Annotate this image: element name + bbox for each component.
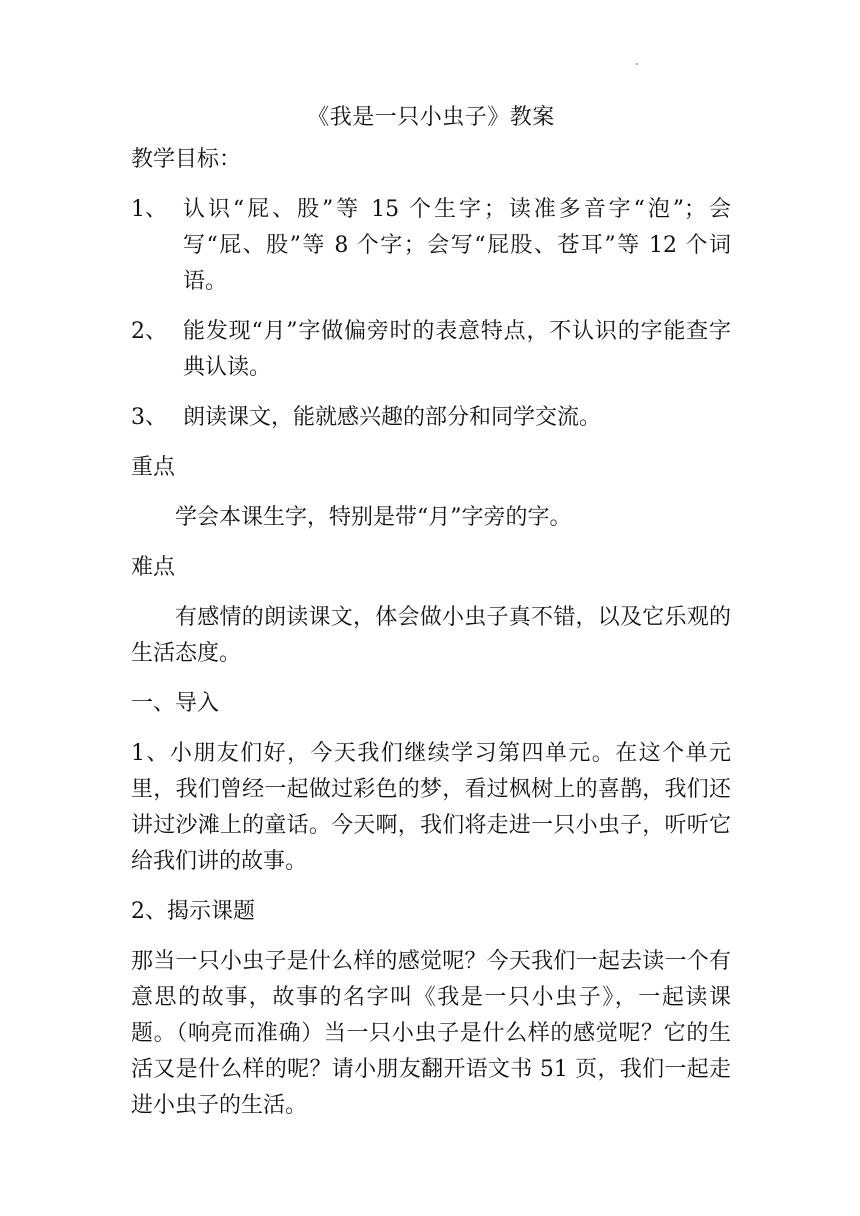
document-body	[131, 100, 731, 1124]
difficulty-text: 有感情的朗读课文，体会做小虫子真不错，以及它乐观的生活态度。	[131, 605, 731, 666]
objective-text: 朗读课文，能就感兴趣的部分和同学交流。	[183, 405, 602, 430]
objective-text: 能发现“月”字做偏旁时的表意特点，不认识的字能查字典认读。	[183, 319, 731, 380]
page-speck	[636, 63, 638, 65]
objective-item	[131, 192, 731, 300]
section-intro-paragraph: 1、小朋友们好，今天我们继续学习第四单元。在这个单元里，我们曾经一起做过彩色的梦，看过枫树上的喜鹊，我们还讲过沙滩上的童话。今天啊，我们将走进一只小虫子，听听它给我们讲的故事。	[131, 741, 731, 874]
difficulty-heading: 难点	[131, 555, 176, 580]
objective-text: 认识“屁、股”等 15 个生字；读准多音字“泡”；会写“屁、股”等 8 个字；会写“屁股、苍耳”等 12 个词语。	[183, 197, 731, 294]
document-title: 《我是一只小虫子》教案	[307, 105, 555, 130]
objective-item	[131, 400, 731, 436]
objective-item	[131, 314, 731, 386]
objective-number: 1、	[131, 197, 167, 222]
objective-number: 3、	[131, 405, 167, 430]
section-intro-heading: 一、导入	[131, 691, 220, 716]
objectives-list	[131, 192, 731, 436]
objective-number: 2、	[131, 319, 167, 344]
section-topic-paragraph: 那当一只小虫子是什么样的感觉呢？今天我们一起去读一个有意思的故事，故事的名字叫《我是一只小虫子》，一起读课题。（响亮而准确）当一只小虫子是什么样的感觉呢？它的生活又是什么样的呢？请小朋友翻开语文书 51 页，我们一起走进小虫子的生活。	[131, 949, 731, 1118]
section-topic-heading: 2、揭示课题	[131, 899, 255, 924]
objectives-heading: 教学目标：	[131, 147, 242, 172]
key-point-heading: 重点	[131, 455, 176, 480]
key-point-text: 学会本课生字，特别是带“月”字旁的字。	[175, 505, 572, 530]
